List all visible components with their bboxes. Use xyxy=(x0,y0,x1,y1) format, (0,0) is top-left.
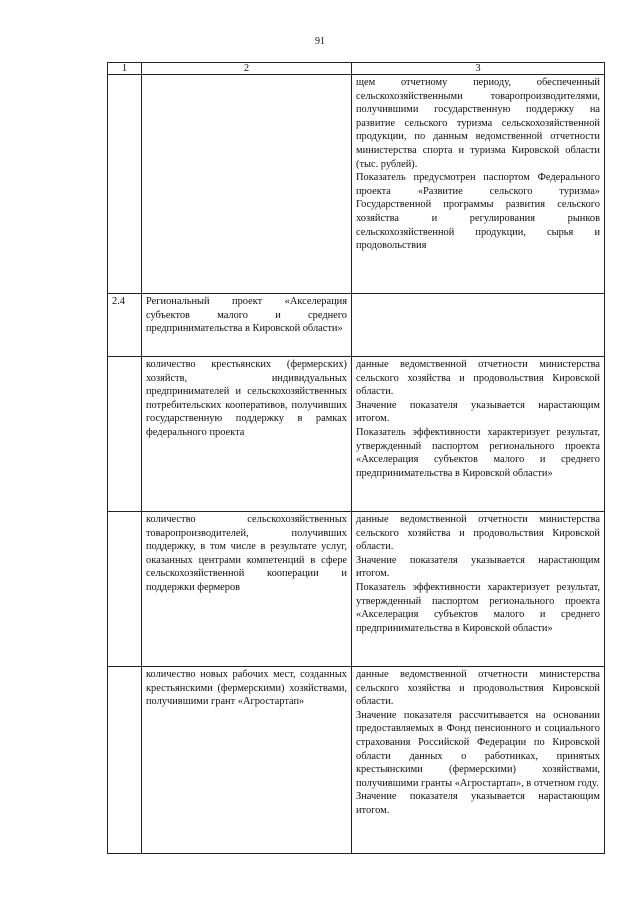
indicator-text: количество крестьянских (фермерских) хозяйств, индивидуальных предпринимателей и сельскохозяйственных потребительских кооперативов, получивших государственную поддержку в рамках федерального проекта xyxy=(146,359,347,438)
row-source xyxy=(352,75,605,294)
project-title: Региональный проект «Акселерация субъектов малого и среднего предпринимательства в Кировской области» xyxy=(146,296,347,335)
source-paragraph: Значение показателя указывается нарастающим итогом. xyxy=(356,554,600,580)
table-row xyxy=(108,357,605,512)
row-number xyxy=(108,512,142,667)
row-source xyxy=(352,357,605,512)
row-source xyxy=(352,512,605,667)
source-paragraph: Значение показателя рассчитывается на основании предоставляемых в Фонд пенсионного и социального страхования Российской Федерации по Кировской области данных о работниках, принятых крестьянскими (фермерскими) хозяйствами, получившими гранты «Агростартап», в отчетном году. xyxy=(356,709,600,789)
header-col-2: 2 xyxy=(142,63,352,75)
source-paragraph: данные ведомственной отчетности министерства сельского хозяйства и продовольствия Кировской области. xyxy=(356,514,600,553)
table-row xyxy=(108,667,605,854)
row-source xyxy=(352,294,605,357)
row-indicator xyxy=(142,512,352,667)
row-indicator xyxy=(142,357,352,512)
header-col-1: 1 xyxy=(108,63,142,75)
header-col-3: 3 xyxy=(352,63,605,75)
table-header-row xyxy=(108,63,605,75)
row-number: 2.4 xyxy=(108,294,142,357)
source-paragraph: Показатель предусмотрен паспортом Федерального проекта «Развитие сельского туризма» Государственной программы развития сельского хозяйства и регулирования рынков сельскохозяйственной продукции, сырья и продовольствия xyxy=(356,172,600,252)
source-paragraph: Показатель эффективности характеризует результат, утвержденный паспортом регионального проекта «Акселерация субъектов малого и среднего предпринимательства в Кировской области» xyxy=(356,426,600,479)
page-number: 91 xyxy=(315,36,325,47)
table-row xyxy=(108,512,605,667)
row-indicator xyxy=(142,75,352,294)
source-paragraph: щем отчетному периоду, обеспеченный сельскохозяйственными товаропроизводителями, получившими государственную поддержку на развитие сельского туризма сельскохозяйственной продукции, по данным ведомственной отчетности министерства спорта и туризма Кировской области (тыс. рублей). xyxy=(356,77,600,170)
row-number xyxy=(108,667,142,854)
source-paragraph: данные ведомственной отчетности министерства сельского хозяйства и продовольствия Кировской области. xyxy=(356,669,600,708)
source-paragraph: Значение показателя указывается нарастающим итогом. xyxy=(356,791,600,816)
row-indicator xyxy=(142,294,352,357)
document-table xyxy=(107,62,605,854)
indicator-text: количество сельскохозяйственных товаропроизводителей, получивших поддержку, в том числе в результате услуг, оказанных центрами компетенций в сфере сельскохозяйственной кооперации и поддержки фермеров xyxy=(146,514,347,593)
table-row xyxy=(108,294,605,357)
table-row xyxy=(108,75,605,294)
row-number xyxy=(108,75,142,294)
source-paragraph: данные ведомственной отчетности министерства сельского хозяйства и продовольствия Кировской области. xyxy=(356,359,600,398)
indicator-text: количество новых рабочих мест, созданных крестьянскими (фермерскими) хозяйствами, получившими грант «Агростартап» xyxy=(146,669,347,708)
row-number xyxy=(108,357,142,512)
row-source xyxy=(352,667,605,854)
source-paragraph: Показатель эффективности характеризует результат, утвержденный паспортом регионального проекта «Акселерация субъектов малого и среднего предпринимательства в Кировской области» xyxy=(356,581,600,634)
row-indicator xyxy=(142,667,352,854)
source-paragraph: Значение показателя указывается нарастающим итогом. xyxy=(356,399,600,425)
